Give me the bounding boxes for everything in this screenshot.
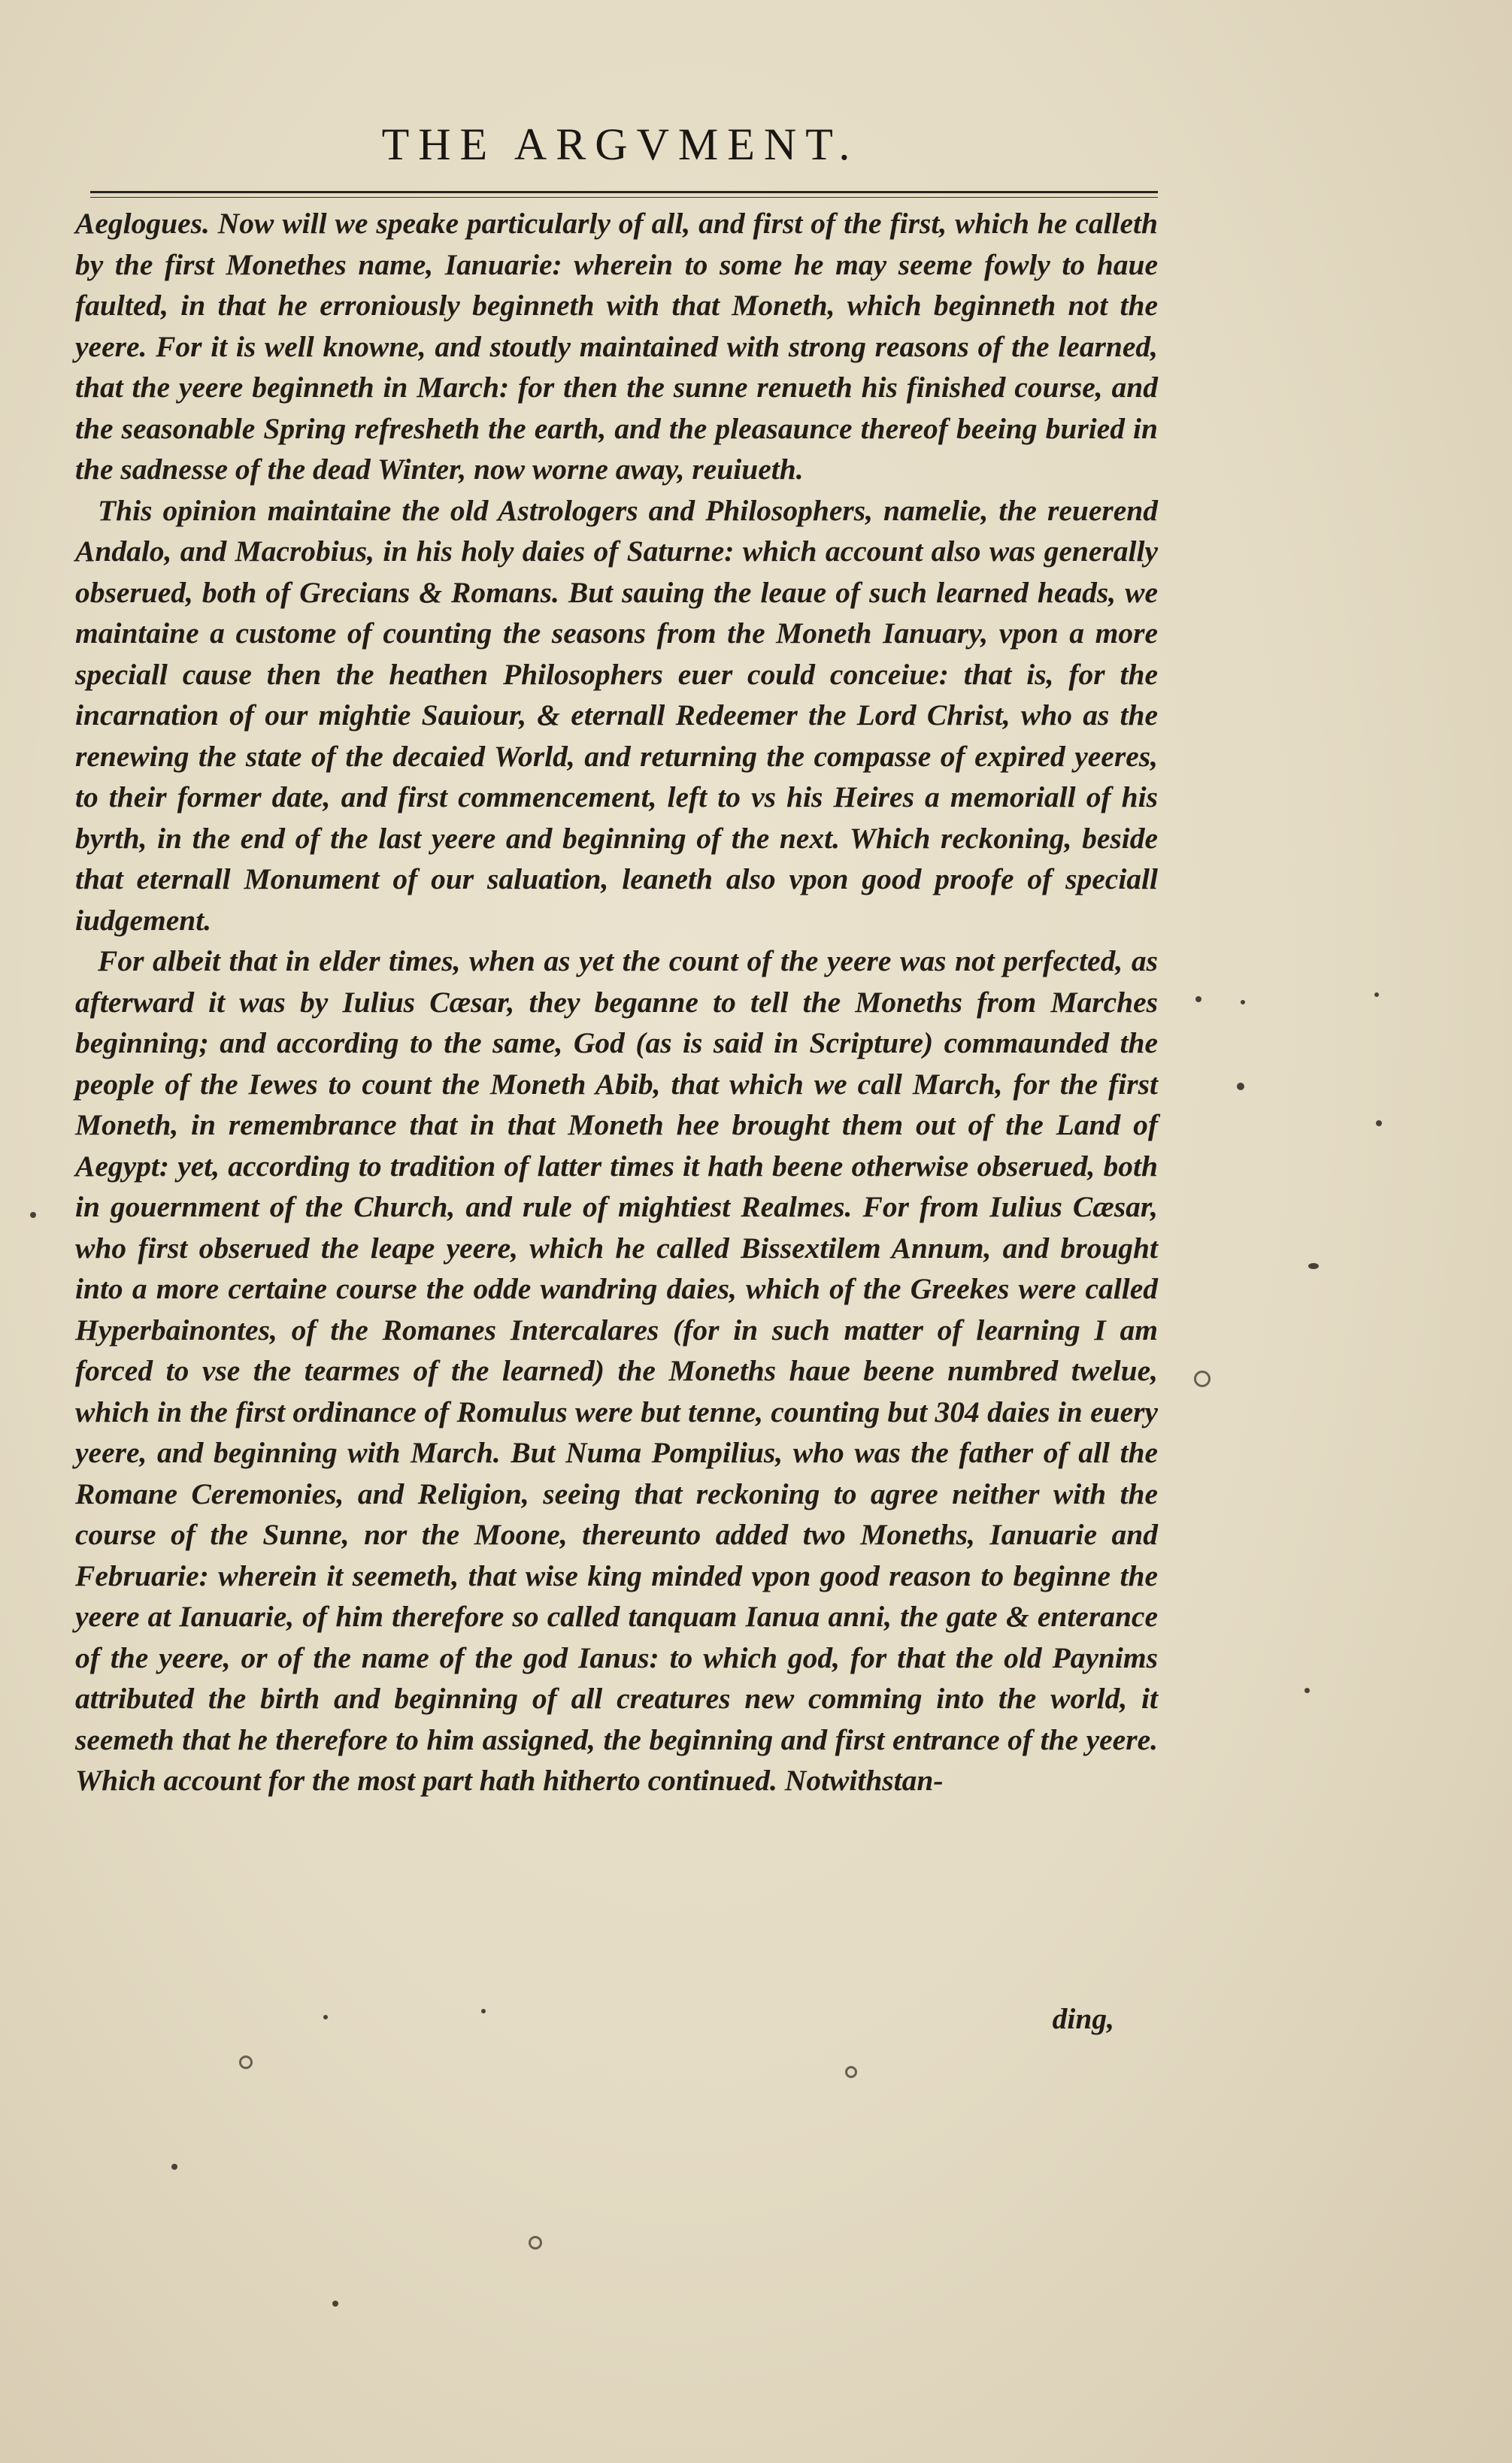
ink-speck <box>1374 992 1379 997</box>
ink-speck <box>1195 996 1201 1002</box>
paragraph: This opinion maintaine the old Astrologers and Philosophers, namelie, the reuerend Andalo, and Macrobius, in his holy daies of Saturne: which account also was generally obserued, both of Grecians & Romans. But sauing the leaue of such learned heads, we maintaine a custome of counting the seasons from the Moneth Ianuary, vpon a more speciall cause then the heathen Philosophers euer could conceiue: that is, for the incarnation of our mightie Sauiour, & eternall Redeemer the Lord Christ, who as the renewing the state of the decaied World, and returning the compasse of expired yeeres, to their former date, and first commencement, left to vs his Heires a memoriall of his byrth, in the end of the last yeere and beginning of the next. Which reckoning, beside that eternall Monument of our saluation, leaneth also vpon good proofe of speciall iudgement. <box>75 493 1158 937</box>
ink-speck <box>1376 1120 1382 1126</box>
ink-speck <box>323 2015 328 2019</box>
ink-ring <box>529 2236 542 2249</box>
ink-ring <box>845 2066 857 2078</box>
ink-speck <box>481 2009 486 2013</box>
catchword: ding, <box>1052 2002 1114 2035</box>
ink-speck <box>171 2164 177 2170</box>
ink-ring <box>239 2056 253 2069</box>
header-rule-thin <box>90 197 1158 198</box>
ink-ring <box>1194 1371 1211 1387</box>
paragraph: For albeit that in elder times, when as yet the count of the yeere was not perfected, as afterward it was by Iulius Cæsar, they beganne to tell the Moneths from Marches beginning; and according to the same, God (as is said in Scripture) commaunded the people of the Iewes to count the Moneth Abib, that which we call March, for the first Moneth, in remembrance that in that Moneth hee brought them out of the Land of Aegypt: yet, according to tradition of latter times it hath beene otherwise obserued, both in gouernment of the Church, and rule of mightiest Realmes. For from Iulius Cæsar, who first obserued the leape yeere, which he called Bissextilem Annum, and brought into a more certaine course the odde wandring daies, which of the Greekes were called Hyperbainontes, of the Romanes Intercalares (for in such matter of learning I am forced to vse the tearmes of the learned) the Moneths haue beene numbred twelue, which in the first ordinance of Romulus were but tenne, counting but 304 daies in euery yeere, and beginning with March. But Numa Pompilius, who was the father of all the Romane Ceremonies, and Religion, seeing that reckoning to agree neither with the course of the Sunne, nor the Moone, thereunto added two Moneths, Ianuarie and Februarie: wherein it seemeth, that wise king minded vpon good reason to beginne the yeere at Ianuarie, of him therefore so called tanquam Ianua anni, the gate & enterance of the yeere, or of the name of the god Ianus: to which god, for that the old Paynims attributed the birth and beginning of all creatures new comming into the world, it seemeth that he therefore to him assigned, the beginning and first entrance of the yeere. Which account for the most part hath hitherto continued. Notwithstan- <box>75 944 1158 1797</box>
body-text <box>75 203 1158 1801</box>
header-rule <box>90 191 1158 193</box>
page-title: THE ARGVMENT. <box>381 120 859 169</box>
paragraph: Aeglogues. Now will we speake particularly of all, and first of the first, which he calleth by the first Monethes name, Ianuarie: wherein to some he may seeme fowly to haue faulted, in that he erroniously beginneth with that Moneth, which beginneth not the yeere. For it is well knowne, and stoutly maintained with strong reasons of the learned, that the yeere beginneth in March: for then the sunne renueth his finished course, and the seasonable Spring refresheth the earth, and the pleasaunce thereof beeing buried in the sadnesse of the dead Winter, now worne away, reuiueth. <box>75 207 1158 486</box>
ink-speck <box>1237 1083 1244 1090</box>
ink-speck <box>1241 1000 1245 1004</box>
ink-speck <box>1304 1688 1310 1693</box>
ink-speck <box>332 2301 338 2307</box>
ink-speck <box>1308 1263 1319 1269</box>
ink-speck <box>30 1212 36 1218</box>
